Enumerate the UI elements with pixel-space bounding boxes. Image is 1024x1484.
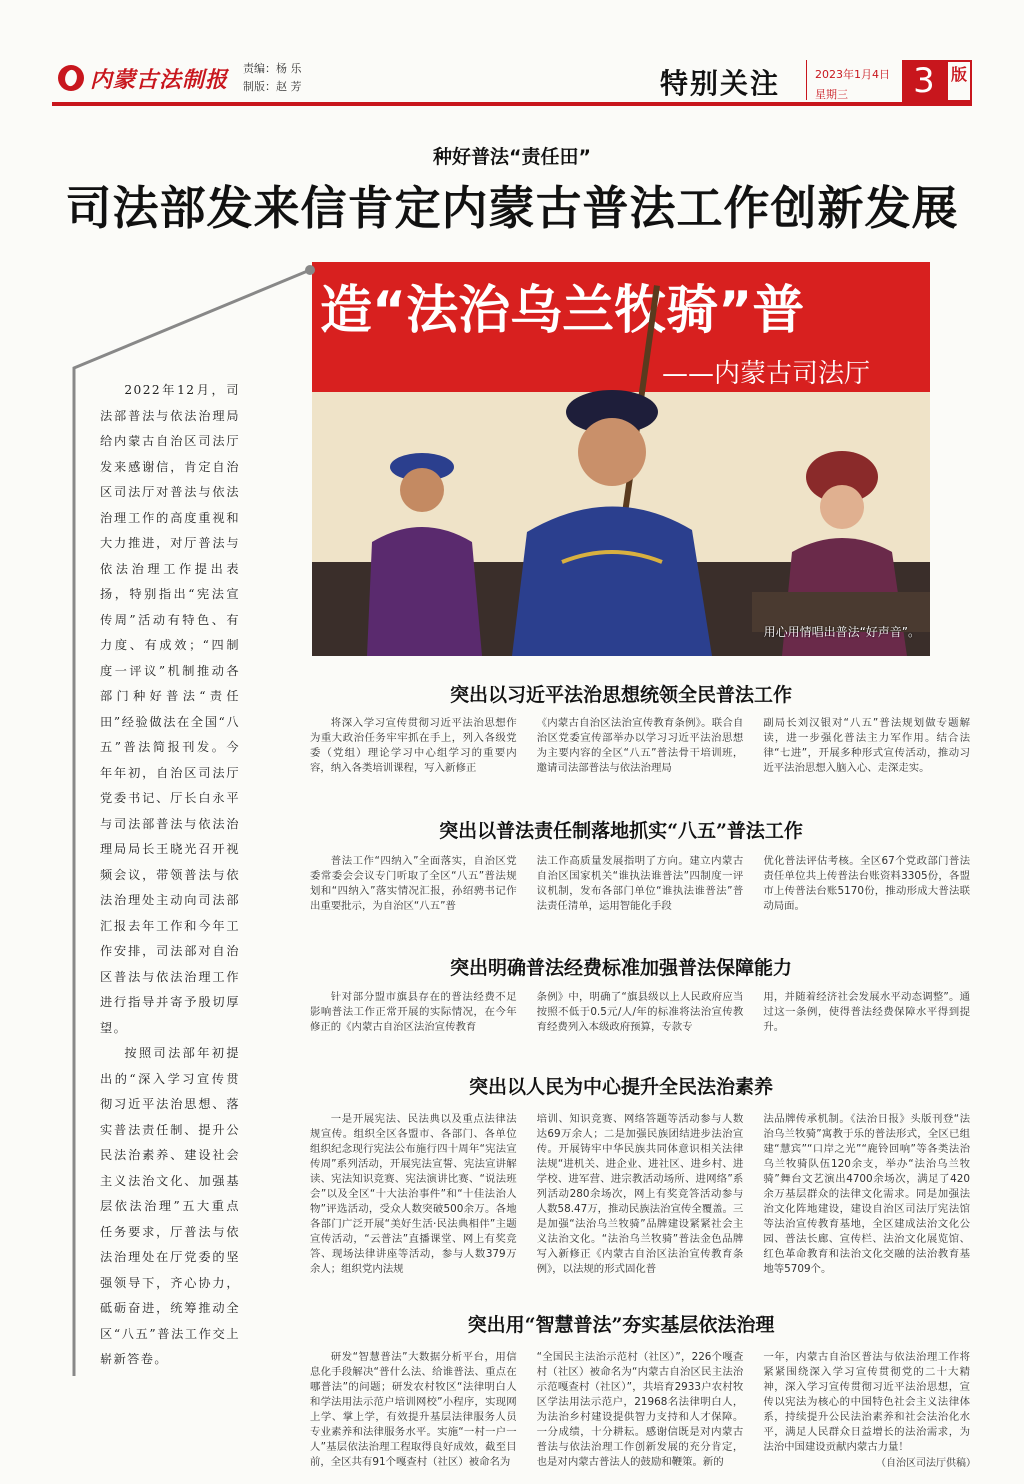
photo-banner-text: 造“法治乌兰牧骑”普 (320, 281, 805, 341)
page-number: 3 (902, 60, 946, 102)
section-1-col-3: 副局长刘汉银对“八五”普法规划做专题解读，进一步强化普法主力军作用。结合法律“七进”，开展多种形式宣传活动，推动习近平法治思想入脑入心、走深走实。 (763, 717, 970, 774)
photo-illustration (312, 262, 930, 656)
section-heading-1: 突出以习近平法治思想统领全民普法工作 (449, 684, 792, 706)
section-5-col-1: 研发“智慧普法”大数据分析平台，用信息化手段解决“普什么法、给谁普法、重点在哪普法”的问题；研发农村牧区“法律明白人和学法用法示范户培训网校”小程序，实现网上学、掌上学，有效提升基层法律服务人员专业素养和法律服务水平。实施“一村一户一人”基层依法治理工程取得良好成效，截至目前，全区共有91个嘎查村（社区）被命名为 (310, 1351, 517, 1468)
issue-date-box (806, 60, 902, 100)
page-label: 版 (946, 60, 972, 102)
section-1-col-2: 《内蒙古自治区法治宣传教育条例》。联合自治区党委宣传部举办以学习习近平法治思想为主要内容的全区“八五”普法骨干培训班，邀请司法部普法与依法治理局 (536, 717, 744, 774)
section-body-3 (310, 990, 970, 1035)
logo-icon (58, 65, 84, 91)
intro-paragraph-1: 2022年12月，司法部普法与依法治理局给内蒙古自治区司法厅发来感谢信，肯定自治区司法厅对普法与依法治理工作的高度重视和大力推进，对厅普法与依法治理工作提出表扬，特别指出“宪法宣传周”活动有特色、有力度、有成效；“四制度一评议”机制推动各部门种好普法“责任田”经验做法在全国“八五”普法简报刊发。今年年初，自治区司法厅党委书记、厅长白永平与司法部普法与依法治理局局长王晓光召开视频会议，带领普法与依法治理处主动向司法部汇报去年工作和今年工作安排，司法部对自治区普法与依法治理工作进行指导并寄予殷切厚望。 (100, 383, 240, 1035)
article-headline: 司法部发来信肯定内蒙古普法工作创新发展 (65, 181, 959, 235)
section-body-1 (310, 716, 970, 776)
section-body-2 (310, 854, 970, 914)
section-title: 特别关注 (660, 67, 781, 100)
section-3-col-1: 针对部分盟市旗县存在的普法经费不足影响普法工作正常开展的实际情况，在今年修正的《内蒙古自治区法治宣传教育 (310, 991, 517, 1033)
section-3-col-3: 用，并随着经济社会发展水平动态调整”。通过这一条例，使得普法经费保障水平得到提升。 (763, 991, 970, 1033)
intro-paragraph-2: 按照司法部年初提出的“深入学习宣传贯彻习近平法治思想、落实普法责任制、提升公民法治素养、建设社会主义法治文化、加强基层依法治理”五大重点任务要求，厅普法与依法治理处在厅党委的坚强领导下，齐心协力，砥砺奋进，统筹推动全区“八五”普法工作交上崭新答卷。 (100, 1046, 240, 1366)
masthead-rule (52, 102, 972, 106)
source-note: （自治区司法厅供稿） (876, 1458, 976, 1469)
article-photo (312, 262, 930, 656)
photo-caption: 用心用情唱出普法“好声音”。 (763, 625, 920, 639)
singer-robe (512, 506, 712, 656)
section-4-col-1: 一是开展宪法、民法典以及重点法律法规宣传。组织全区各盟市、各部门、各单位组织纪念现行宪法公布施行四十周年“宪法宣传周”系列活动，开展宪法宣誓、宪法宣讲解读、宪法知识竞赛、宪法演讲比赛、“说法班会”以及全区“十大法治事件”和“十佳法治人物”评选活动，受众人数突破500余万。各地各部门广泛开展“美好生活·民法典相伴”主题宣传活动，“云普法”直播课堂、网上有奖竞答、现场法律讲座等活动，参与人数379万余人；组织党内法规 (310, 1113, 517, 1275)
issue-date: 2023年1月4日 (815, 68, 890, 81)
section-heading-2: 突出以普法责任制落地抓实“八五”普法工作 (439, 820, 803, 842)
section-4-col-2: 培训、知识竞赛、网络答题等活动参与人数达69万余人；二是加强民族团结进步法治宣传。开展铸牢中华民族共同体意识相关法律法规“进机关、进企业、进社区、进乡村、进学校、进军营、进宗教活动场所、进网络”系列活动280余场次，网上有奖竞答活动参与人数58.47万，推动民族法治宣传全覆盖。三是加强“法治乌兰牧骑”品牌建设紧紧社会主义法治文化。“法治乌兰牧骑”普法金色品牌写入新修正《内蒙古自治区法治宣传教育条例》，以法规的形式固化普 (536, 1113, 744, 1275)
section-5-col-2: “全国民主法治示范村（社区）”，226个嘎查村（社区）被命名为“内蒙古自治区民主法治示范嘎查村（社区）”，共培育2933户农村牧区学法用法示范户，21968名法律明白人，为法治乡村建设提供智力支持和人才保障。一分成绩，十分耕耘。感谢信既是对内蒙古普法与依法治理工作创新发展的充分肯定，也是对内蒙古普法人的鼓励和鞭策。新的 (536, 1351, 744, 1468)
section-4-col-3: 法品牌传承机制。《法治日报》头版刊登“法治乌兰牧骑”寓教于乐的普法形式，全区已组建“慧宾”“口岸之光”“鹿铃回响”等各类法治乌兰牧骑队伍120余支，举办“法治乌兰牧骑”舞台文艺演出4700余场次，满足了420余万基层群众的法律文化需求。同是加强法治文化阵地建设，建设自治区司法厅宪法馆等法治宣传教育基地，全区建成法治文化公园、普法长廊、宣传栏、法治文化展览馆、红色革命教育和法治文化交融的法治教育基地等5709个。 (763, 1113, 970, 1275)
intro-column (100, 378, 240, 1373)
logo-text: 内蒙古法制报 (90, 67, 229, 93)
article-kicker: 种好普法“责任田” (433, 146, 591, 168)
issue-weekday: 星期三 (815, 88, 848, 101)
section-1-col-1: 将深入学习宣传贯彻习近平法治思想作为重大政治任务牢牢抓在手上，列入各级党委（党组）理论学习中心组学习的重要内容，纳入各类培训课程，写入新修正 (310, 717, 517, 774)
section-heading-3: 突出明确普法经费标准加强普法保障能力 (449, 957, 792, 979)
section-5-col-3: 一年，内蒙古自治区普法与依法治理工作将紧紧围绕深入学习宣传贯彻党的二十大精神，深入学习宣传贯彻习近平法治思想，宣传以宪法为核心的中国特色社会主义法律体系，持续提升公民法治素养和社会法治化水平，满足人民群众日益增长的法治需求，为法治中国建设贡献内蒙古力量！ (763, 1351, 970, 1453)
layout-credit: 制版：赵 芳 (243, 80, 302, 93)
singer-face (578, 418, 646, 486)
section-body-5 (310, 1350, 970, 1470)
section-heading-5: 突出用“智慧普法”夯实基层依法治理 (467, 1314, 775, 1336)
section-body-4 (310, 1112, 970, 1277)
section-2-col-3: 优化普法评估考核。全区67个党政部门普法责任单位共上传普法台账资料3305份，各盟市上传普法台账5170份，推动形成大普法联动局面。 (763, 855, 970, 912)
newspaper-logo (58, 58, 228, 98)
section-heading-4: 突出以人民为中心提升全民法治素养 (468, 1076, 773, 1098)
right-performer-face (820, 485, 864, 529)
section-2-col-1: 普法工作“四纳入”全面落实，自治区党委常委会会议专门听取了全区“八五”普法规划和“四纳入”落实情况汇报，孙绍骋书记作出重要批示，为自治区“八五”普 (310, 855, 517, 912)
editor-credit: 责编：杨 乐 (243, 62, 302, 75)
photo-banner-sub: ——内蒙古司法厅 (662, 359, 871, 389)
section-3-col-2: 条例》中，明确了“旗县级以上人民政府应当按照不低于0.5元/人/年的标准将法治宣传教育经费列入本级政府预算，专款专 (536, 991, 744, 1033)
left-performer-robe (367, 527, 482, 656)
section-2-col-2: 法工作高质量发展指明了方向。建立内蒙古自治区国家机关“谁执法谁普法”四制度一评议机制，发布各部门单位“谁执法谁普法”普法责任清单，运用智能化手段 (536, 855, 744, 912)
left-performer-face (400, 468, 444, 512)
